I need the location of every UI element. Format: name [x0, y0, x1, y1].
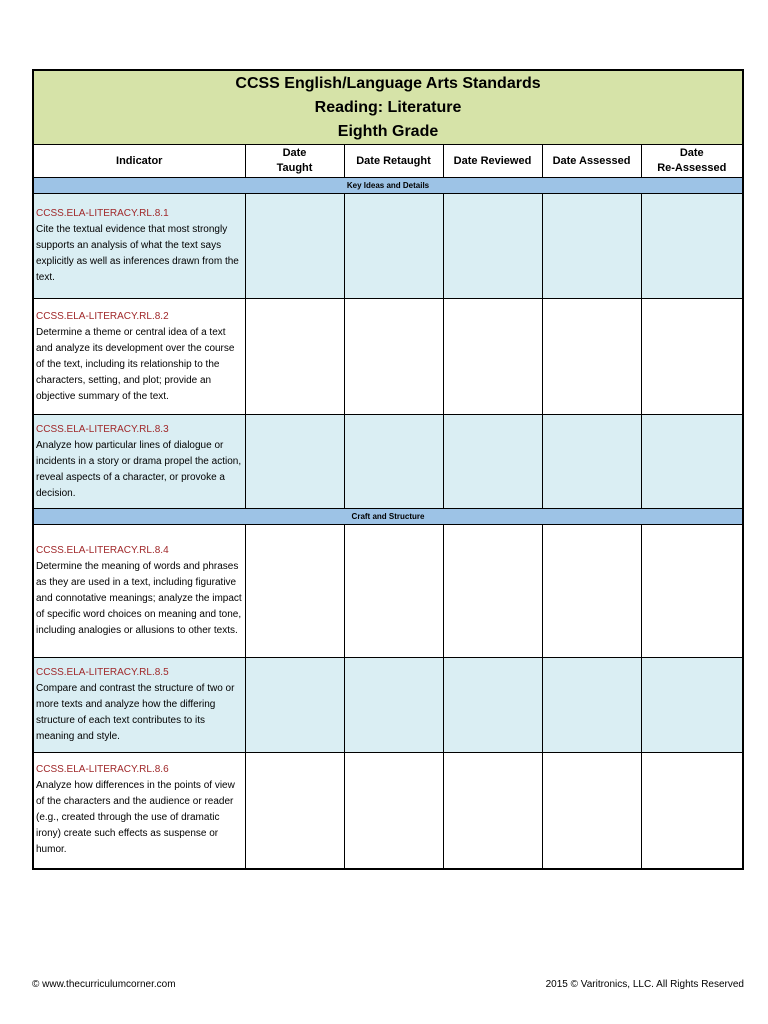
standard-text: Cite the textual evidence that most strongly supports an analysis of what the text says explicitly as well as inferences drawn from the text.	[36, 224, 239, 283]
standard-text: Analyze how differences in the points of view of the characters and the audience or reader (e.g., created through the use of dramatic irony) create such effects as suspense or humor.	[36, 780, 235, 856]
section-title: Craft and Structure	[33, 509, 743, 525]
section-row	[33, 178, 743, 194]
date-reviewed-cell[interactable]	[443, 658, 542, 753]
header-indicator: Indicator	[33, 145, 245, 178]
date-assessed-cell[interactable]	[542, 415, 641, 509]
document-title	[33, 70, 743, 145]
date-reviewed-cell[interactable]	[443, 299, 542, 415]
indicator-cell	[33, 415, 245, 509]
date-retaught-cell[interactable]	[344, 525, 443, 658]
indicator-cell	[33, 525, 245, 658]
date-reassessed-cell[interactable]	[641, 415, 743, 509]
header-date-retaught: Date Retaught	[344, 145, 443, 178]
header-date-taught-line-1: Date	[282, 147, 307, 159]
date-retaught-cell[interactable]	[344, 194, 443, 299]
date-taught-cell[interactable]	[245, 753, 344, 869]
title-line-1: CCSS English/Language Arts Standards	[235, 74, 541, 92]
date-reassessed-cell[interactable]	[641, 658, 743, 753]
column-header-row	[33, 145, 743, 178]
title-line-3: Eighth Grade	[337, 122, 439, 140]
header-date-reviewed: Date Reviewed	[443, 145, 542, 178]
section-title: Key Ideas and Details	[33, 178, 743, 194]
indicator-cell	[33, 194, 245, 299]
section-row	[33, 509, 743, 525]
standard-text: Compare and contrast the structure of two or more texts and analyze how the differing structure of each text contributes to its meaning and style.	[36, 683, 235, 742]
date-retaught-cell[interactable]	[344, 753, 443, 869]
header-date-reassessed	[641, 145, 743, 178]
table-row	[33, 299, 743, 415]
table-row	[33, 194, 743, 299]
date-reviewed-cell[interactable]	[443, 525, 542, 658]
standard-code: CCSS.ELA-LITERACY.RL.8.2	[36, 310, 169, 322]
standard-code: CCSS.ELA-LITERACY.RL.8.1	[36, 208, 169, 219]
title-line-2: Reading: Literature	[314, 98, 462, 116]
date-reviewed-cell[interactable]	[443, 415, 542, 509]
date-taught-cell[interactable]	[245, 299, 344, 415]
date-reassessed-cell[interactable]	[641, 525, 743, 658]
date-reassessed-cell[interactable]	[641, 753, 743, 869]
date-taught-cell[interactable]	[245, 194, 344, 299]
date-assessed-cell[interactable]	[542, 299, 641, 415]
date-retaught-cell[interactable]	[344, 299, 443, 415]
date-reassessed-cell[interactable]	[641, 194, 743, 299]
date-reviewed-cell[interactable]	[443, 194, 542, 299]
table-row	[33, 658, 743, 753]
standard-code: CCSS.ELA-LITERACY.RL.8.3	[36, 423, 169, 435]
table-row	[33, 525, 743, 658]
date-assessed-cell[interactable]	[542, 658, 641, 753]
standard-text: Determine a theme or central idea of a text and analyze its development over the course of the text, including its relationship to the characters, setting, and plot; provide an objective summary of the text.	[36, 326, 235, 402]
standard-code: CCSS.ELA-LITERACY.RL.8.4	[36, 545, 169, 556]
date-assessed-cell[interactable]	[542, 194, 641, 299]
table-row	[33, 415, 743, 509]
date-taught-cell[interactable]	[245, 415, 344, 509]
standards-tracking-table	[32, 69, 744, 870]
standard-code: CCSS.ELA-LITERACY.RL.8.6	[36, 764, 169, 776]
standard-code: CCSS.ELA-LITERACY.RL.8.5	[36, 667, 169, 678]
date-taught-cell[interactable]	[245, 658, 344, 753]
header-date-reassessed-line-1: Date	[679, 147, 704, 159]
table-row	[33, 753, 743, 869]
date-assessed-cell[interactable]	[542, 753, 641, 869]
date-retaught-cell[interactable]	[344, 415, 443, 509]
header-date-taught-line-2: Taught	[276, 162, 313, 174]
header-date-taught	[245, 145, 344, 178]
footer-copyright-website: © www.thecurriculumcorner.com	[32, 979, 176, 990]
date-taught-cell[interactable]	[245, 525, 344, 658]
date-retaught-cell[interactable]	[344, 658, 443, 753]
header-date-assessed: Date Assessed	[542, 145, 641, 178]
title-row	[33, 70, 743, 145]
indicator-cell	[33, 753, 245, 869]
indicator-cell	[33, 658, 245, 753]
standard-text: Analyze how particular lines of dialogue or incidents in a story or drama propel the action, reveal aspects of a character, or provoke a decision.	[36, 439, 242, 499]
date-reassessed-cell[interactable]	[641, 299, 743, 415]
indicator-cell	[33, 299, 245, 415]
date-assessed-cell[interactable]	[542, 525, 641, 658]
header-date-reassessed-line-2: Re-Assessed	[657, 162, 727, 174]
date-reviewed-cell[interactable]	[443, 753, 542, 869]
footer-copyright-rights: 2015 © Varitronics, LLC. All Rights Reserved	[545, 979, 744, 990]
standard-text: Determine the meaning of words and phrases as they are used in a text, including figurative and connotative meanings; analyze the impact of specific word choices on meaning and tone, including analogies or allusions to other texts.	[36, 561, 242, 636]
